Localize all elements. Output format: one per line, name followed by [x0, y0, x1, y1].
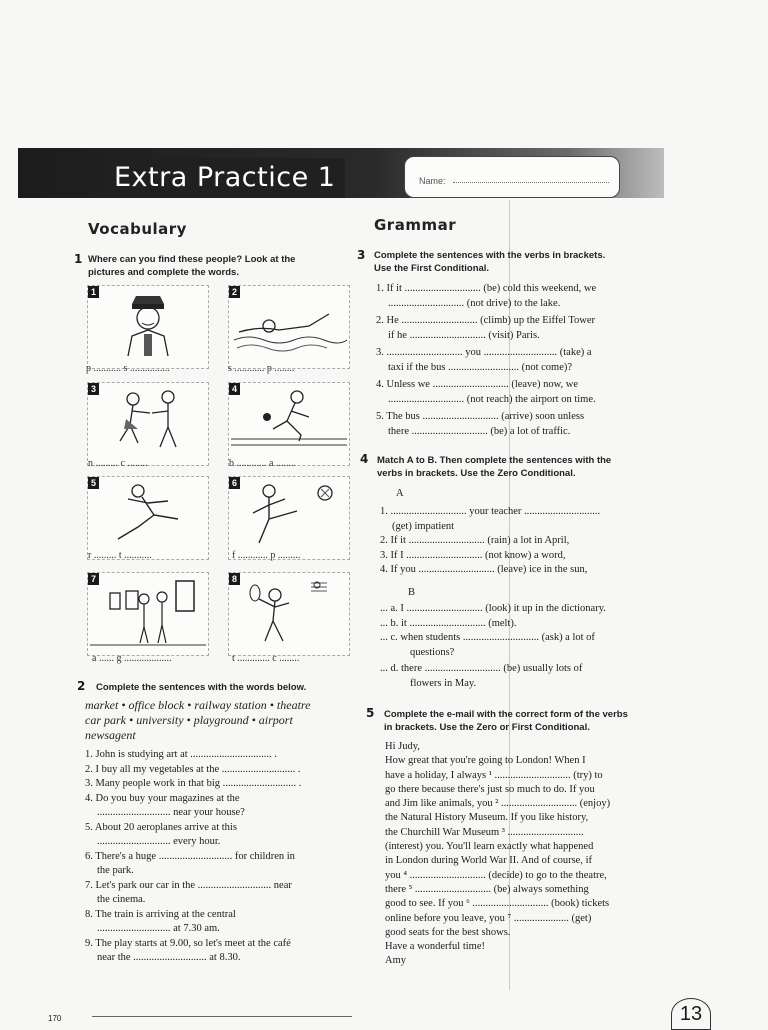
picture-7-caption: a ...... g ................... [92, 653, 172, 664]
column-a-label: A [396, 488, 404, 499]
sentence-line: 4. If you ............................. (leave) ice in the sun, [380, 564, 588, 575]
sentence-line: 4. Unless we ............................. (leave) now, we [376, 379, 578, 390]
picture-badge: 3 [88, 383, 99, 395]
sentence-line: ............................. (not drive) to the lake. [388, 297, 561, 309]
instruction-line: Complete the e-mail with the correct form of the verbs [384, 709, 628, 720]
instruction-line: pictures and complete the words. [88, 267, 239, 278]
picture-5-caption: r ......... t ........... [88, 550, 152, 561]
sentence-line: near the ............................ at 8.30. [97, 952, 241, 963]
column-b-label: B [408, 587, 416, 598]
sentence-line: flowers in May. [410, 677, 477, 689]
sentence-line: the cinema. [97, 894, 146, 905]
instruction-line: Match A to B. Then complete the sentences with the [377, 455, 612, 466]
sentence-line: (get) impatient [392, 520, 455, 532]
picture-badge: 7 [88, 573, 99, 585]
picture-3-caption: n ......... c ........ [88, 458, 148, 469]
sentence-line: 5. About 20 aeroplanes arrive at this [85, 821, 237, 833]
picture-2-caption: s ............ p ........ [228, 363, 295, 374]
exercise-5-instruction [384, 708, 628, 734]
instruction-line: Use the First Conditional. [374, 263, 490, 274]
email-line: in London during World War II. And of course, if [385, 855, 593, 867]
email-line: Amy [385, 955, 406, 967]
instruction-line: Complete the sentences with the verbs in brackets. [374, 250, 606, 261]
email-line: good to see. If you ⁶ ............................. (book) tickets [385, 898, 610, 910]
picture-5-runner [87, 476, 209, 560]
runner-icon [88, 477, 208, 559]
word-box [85, 698, 310, 743]
football-player-icon [229, 477, 349, 559]
sentence-line: 1. John is studying art at ............................... . [85, 749, 277, 760]
picture-7-art-gallery [87, 572, 209, 656]
instruction-line: Where can you find these people? Look at the [88, 254, 296, 265]
sentence-line: 8. The train is arriving at the central [85, 908, 236, 920]
picture-badge: 2 [229, 286, 240, 298]
email-text [385, 740, 610, 969]
picture-6-football-player [228, 476, 350, 560]
sentence-line: taxi if the bus ........................... (not come)? [388, 361, 573, 373]
exercise-2-sentences [85, 748, 301, 966]
picture-1-caption: p ........... s ................ [86, 363, 170, 374]
exercise-2-instruction: Complete the sentences with the words below. [96, 682, 307, 693]
exercise-4-column-a [380, 505, 600, 578]
sentence-line: 4. Do you buy your magazines at the [85, 792, 240, 804]
footer-rule [92, 1016, 352, 1017]
exercise-2-number: 2 [77, 679, 86, 693]
name-field-box[interactable] [404, 156, 620, 198]
sentence-line: there ............................. (be) a lot of traffic. [388, 425, 571, 437]
sentence-line: 9. The play starts at 9.00, so let's meet at the café [85, 937, 291, 949]
email-line: and Jim like animals, you ² ............................. (enjoy) [385, 798, 611, 810]
sentence-line: 3. ............................. you ............................ (take) a [376, 347, 592, 358]
email-line: How great that you're going to London! When I [385, 755, 586, 767]
exercise-1-number: 1 [74, 252, 83, 266]
exercise-3-sentences [376, 282, 596, 439]
sentence-line: the park. [97, 865, 134, 876]
exercise-4-number: 4 [360, 452, 369, 466]
email-line: there ⁵ ............................. (be) always something [385, 883, 589, 895]
picture-4-bowling [228, 382, 350, 466]
picture-badge: 4 [229, 383, 240, 395]
sentence-line: ... a. I ............................. (look) it up in the dictionary. [380, 603, 606, 614]
sentence-line: ............................ near your house? [97, 807, 245, 818]
picture-6-caption: f ............ p ......... [232, 550, 301, 561]
exercise-5-number: 5 [366, 706, 375, 720]
bowling-icon [229, 383, 349, 465]
exercise-3-number: 3 [357, 248, 366, 262]
sentence-line: 3. If I ............................. (not know) a word, [380, 549, 566, 561]
sentence-line: 3. Many people work in that big ............................ . [85, 778, 302, 789]
email-line: the Natural History Museum. If you like history, [385, 812, 589, 824]
email-line: have a holiday, I always ¹ ............................. (try) to [385, 769, 603, 781]
email-line: good seats for the best shows. [385, 926, 511, 938]
picture-badge: 5 [88, 477, 99, 489]
grammar-heading: Grammar [374, 216, 457, 234]
picture-8-caption: t ............. c ........ [232, 653, 300, 664]
sentence-line: ... b. it ............................. (melt). [380, 617, 517, 629]
email-line: you ⁴ ............................. (decide) to go to the theatre, [385, 869, 607, 881]
instruction-line: verbs in brackets. Use the Zero Conditional. [377, 468, 576, 479]
picture-1-police-officer [87, 285, 209, 369]
picture-3-dancers [87, 382, 209, 466]
sentence-line: ............................ at 7.30 am. [97, 923, 220, 934]
page-title: Extra Practice 1 [104, 158, 345, 198]
picture-badge: 6 [229, 477, 240, 489]
email-line: go there because there's just so much to do. If you [385, 783, 595, 795]
sentence-line: 6. There's a huge ............................ for children in [85, 850, 295, 862]
sentence-line: 1. If it ............................. (be) cold this weekend, we [376, 283, 597, 294]
email-line: the Churchill War Museum ³ ............................. [385, 826, 584, 838]
picture-2-swimmer [228, 285, 350, 369]
sentence-line: ... d. there ............................. (be) usually lots of [380, 663, 583, 674]
page-number: 13 [671, 998, 711, 1030]
email-line: Hi Judy, [385, 741, 420, 752]
sentence-line: 2. If it ............................. (rain) a lot in April, [380, 535, 570, 546]
email-line: (interest) you. You'll learn exactly what happened [385, 841, 594, 853]
exercise-4-column-b [380, 602, 606, 691]
sentence-line: ............................. (not reach) the airport on time. [388, 393, 596, 405]
swimmer-icon [229, 286, 349, 368]
sentence-line: 5. The bus ............................. (arrive) soon unless [376, 411, 585, 422]
vocabulary-heading: Vocabulary [88, 220, 187, 238]
name-label: Name: [419, 176, 446, 186]
email-line: Have a wonderful time! [385, 941, 486, 953]
footer-left-number: 170 [48, 1014, 62, 1023]
sentence-line: questions? [410, 646, 455, 658]
email-line: online before you leave, you ⁷ ..................... (get) [385, 912, 592, 924]
sentence-line: 2. He ............................. (climb) up the Eiffel Tower [376, 315, 596, 326]
word-list-line: market • office block • railway station • theatre [85, 698, 311, 712]
picture-badge: 8 [229, 573, 240, 585]
picture-8-tennis-player [228, 572, 350, 656]
art-gallery-icon [88, 573, 208, 655]
sentence-line: ... c. when students ............................. (ask) a lot of [380, 632, 595, 643]
dancers-icon [88, 383, 208, 465]
picture-4-caption: b ............ a ........ [229, 458, 296, 469]
sentence-line: 1. ............................. your teacher ............................. [380, 506, 601, 517]
exercise-3-instruction [374, 249, 605, 275]
tennis-player-icon [229, 573, 349, 655]
exercise-1-instruction [88, 253, 295, 279]
name-fill-line[interactable] [453, 182, 609, 183]
picture-badge: 1 [88, 286, 99, 298]
sentence-line: 7. Let's park our car in the ............................ near [85, 879, 292, 891]
sentence-line: 2. I buy all my vegetables at the ............................ . [85, 763, 301, 775]
word-list-line: newsagent [85, 728, 136, 742]
instruction-line: in brackets. Use the Zero or First Conditional. [384, 722, 590, 733]
sentence-line: if he ............................. (visit) Paris. [388, 329, 540, 341]
police-officer-icon [88, 286, 208, 368]
exercise-4-instruction [377, 454, 611, 480]
word-list-line: car park • university • playground • airport [85, 713, 293, 727]
sentence-line: ............................ every hour. [97, 836, 221, 847]
